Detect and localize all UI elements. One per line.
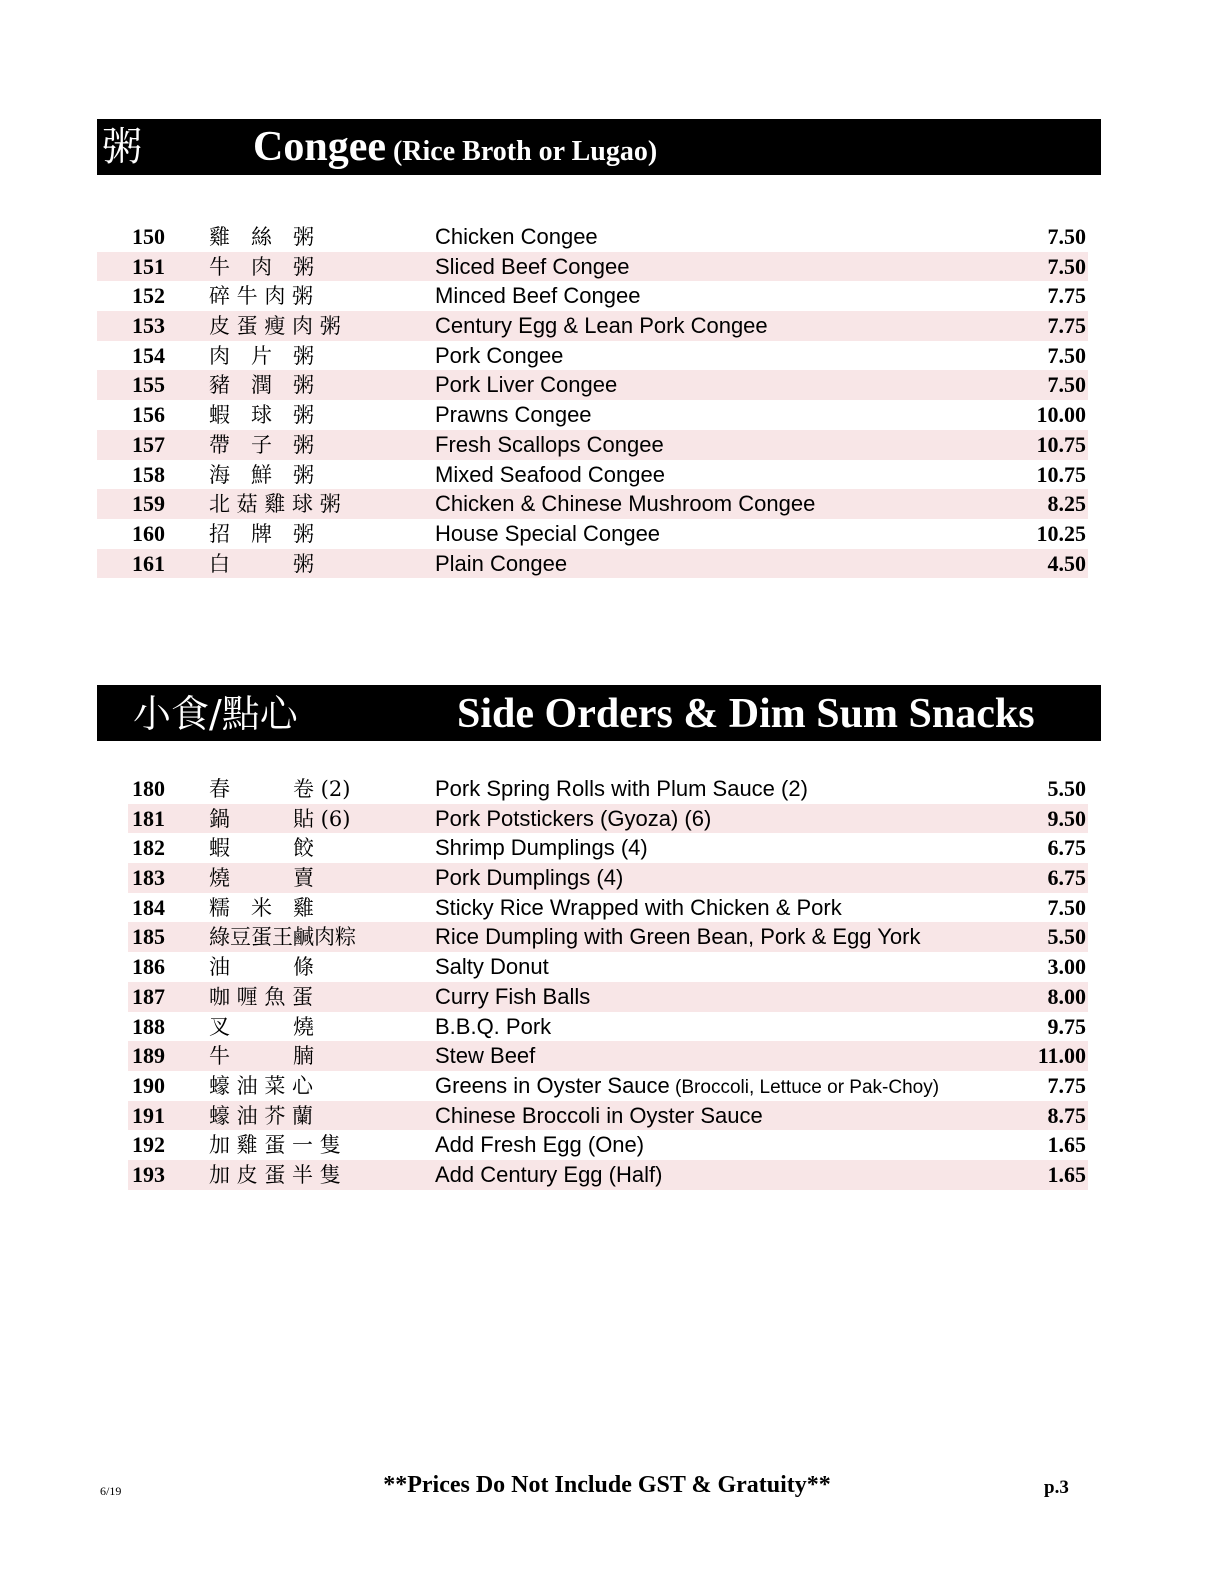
item-number: 160 xyxy=(132,520,165,546)
congee-section-header xyxy=(97,119,1101,175)
item-price: 7.50 xyxy=(1047,342,1086,368)
item-price: 10.25 xyxy=(1036,520,1086,546)
item-name xyxy=(435,1071,939,1103)
item-name-chinese: 海 鮮 粥 xyxy=(209,462,314,487)
item-name xyxy=(435,982,590,1012)
item-number: 157 xyxy=(132,431,165,457)
menu-item xyxy=(128,774,1088,804)
menu-item xyxy=(128,1130,1088,1160)
item-name-english: House Special Congee xyxy=(435,520,661,546)
item-name-english: Fresh Scallops Congee xyxy=(435,431,664,457)
menu-item xyxy=(128,519,1088,549)
menu-item xyxy=(128,804,1088,834)
menu-item xyxy=(128,922,1088,952)
item-number: 183 xyxy=(132,865,165,891)
item-name xyxy=(435,370,617,400)
item-price: 7.50 xyxy=(1047,224,1086,249)
item-name xyxy=(435,922,920,952)
item-name-chinese: 蝦 餃 xyxy=(209,836,314,861)
menu-item xyxy=(128,863,1088,893)
menu-item xyxy=(128,893,1088,923)
item-number: 181 xyxy=(132,805,165,831)
item-number: 159 xyxy=(132,491,165,517)
item-price: 7.75 xyxy=(1047,313,1086,339)
item-name-chinese: 牛 肉 粥 xyxy=(209,254,314,279)
menu-item xyxy=(128,952,1088,982)
item-name xyxy=(435,460,665,490)
item-name-chinese: 招 牌 粥 xyxy=(209,521,314,546)
item-name-english: Chicken & Chinese Mushroom Congee xyxy=(435,491,816,517)
item-price: 4.50 xyxy=(1047,550,1086,576)
item-name-chinese: 碎 牛 肉 粥 xyxy=(209,284,314,309)
item-name xyxy=(435,1130,644,1160)
item-number: 193 xyxy=(132,1161,165,1187)
snacks-section-header xyxy=(97,685,1101,741)
item-price: 1.65 xyxy=(1047,1132,1086,1158)
item-price: 6.75 xyxy=(1047,865,1086,891)
item-number: 152 xyxy=(132,283,165,309)
item-name-english: B.B.Q. Pork xyxy=(435,1013,552,1039)
item-name-english: Chinese Broccoli in Oyster Sauce xyxy=(435,1102,763,1128)
item-price: 6.75 xyxy=(1047,835,1086,861)
item-name-english: Sliced Beef Congee xyxy=(435,253,630,279)
item-number: 155 xyxy=(132,372,165,398)
item-name xyxy=(435,281,640,311)
item-price: 7.75 xyxy=(1047,283,1086,309)
item-price: 7.75 xyxy=(1047,1072,1086,1098)
item-price: 10.75 xyxy=(1036,461,1086,487)
item-price: 5.50 xyxy=(1047,776,1086,801)
item-name-chinese: 燒 賣 xyxy=(209,866,314,891)
snacks-menu-list xyxy=(128,774,1088,1190)
snacks-title-chinese: 小食/點心 xyxy=(133,692,298,736)
item-name-chinese: 肉 片 粥 xyxy=(209,343,314,368)
item-number: 150 xyxy=(132,224,165,249)
snacks-title: Side Orders & Dim Sum Snacks xyxy=(457,691,1035,737)
item-price: 8.00 xyxy=(1047,983,1086,1009)
item-name-english: Plain Congee xyxy=(435,550,568,576)
item-name-english: Curry Fish Balls xyxy=(435,983,591,1009)
item-price: 5.50 xyxy=(1047,924,1086,950)
item-name-english: Add Fresh Egg (One) xyxy=(435,1132,645,1158)
item-price: 7.50 xyxy=(1047,253,1086,279)
item-number: 158 xyxy=(132,461,165,487)
item-note: (Broccoli, Lettuce or Pak-Choy) xyxy=(669,1076,940,1098)
footer-date: 6/19 xyxy=(100,1484,122,1498)
item-price: 8.75 xyxy=(1047,1102,1086,1128)
congee-title xyxy=(253,123,657,176)
menu-item xyxy=(97,430,1088,460)
item-price: 8.25 xyxy=(1047,491,1086,517)
footer-page-number: p.3 xyxy=(1044,1477,1069,1498)
item-name-chinese: 加 雞 蛋 一 隻 xyxy=(209,1133,341,1158)
item-number: 185 xyxy=(132,924,165,950)
item-number: 184 xyxy=(132,894,165,920)
menu-item xyxy=(128,1160,1088,1190)
item-number: 151 xyxy=(132,253,165,279)
item-name-english: Pork Congee xyxy=(435,342,564,368)
item-name xyxy=(435,341,563,371)
item-name-chinese: 油 條 xyxy=(209,955,314,980)
item-name-chinese: 豬 潤 粥 xyxy=(209,373,314,398)
item-name-english: Century Egg & Lean Pork Congee xyxy=(435,313,768,339)
item-price: 9.50 xyxy=(1047,805,1086,831)
item-number: 187 xyxy=(132,983,165,1009)
item-name-chinese: 皮 蛋 瘦 肉 粥 xyxy=(209,314,341,339)
item-number: 189 xyxy=(132,1043,165,1069)
item-name-chinese: 白 粥 xyxy=(209,551,314,576)
item-name-chinese: 叉 燒 xyxy=(209,1014,314,1039)
item-name-english: Rice Dumpling with Green Bean, Pork & Egg York xyxy=(435,924,921,950)
item-price: 7.50 xyxy=(1047,372,1086,398)
item-name-english: Pork Liver Congee xyxy=(435,372,618,398)
item-name xyxy=(435,549,567,579)
item-name xyxy=(435,1101,763,1131)
item-price: 7.50 xyxy=(1047,894,1086,920)
menu-item xyxy=(128,460,1088,490)
item-number: 180 xyxy=(132,776,165,801)
menu-item xyxy=(128,222,1088,252)
item-name xyxy=(435,222,598,252)
item-name xyxy=(435,519,660,549)
item-number: 154 xyxy=(132,342,165,368)
item-name-chinese: 牛 腩 xyxy=(209,1044,314,1069)
item-name-english: Greens in Oyster Sauce xyxy=(435,1072,670,1098)
item-name-english: Prawns Congee xyxy=(435,402,592,428)
item-name xyxy=(435,863,623,893)
item-name xyxy=(435,1160,662,1190)
item-number: 188 xyxy=(132,1013,165,1039)
item-name xyxy=(435,1012,551,1042)
item-number: 156 xyxy=(132,402,165,428)
item-name-chinese: 糯 米 雞 xyxy=(209,895,314,920)
item-number: 190 xyxy=(132,1072,165,1098)
item-name-chinese: 咖 喱 魚 蛋 xyxy=(209,984,314,1009)
item-name-english: Add Century Egg (Half) xyxy=(435,1161,663,1187)
item-number: 153 xyxy=(132,313,165,339)
footer-price-note: **Prices Do Not Include GST & Gratuity** xyxy=(383,1472,831,1498)
item-name-chinese: 春 卷 (2) xyxy=(209,777,351,801)
item-name-english: Sticky Rice Wrapped with Chicken & Pork xyxy=(435,894,842,920)
item-number: 161 xyxy=(132,550,165,576)
item-name xyxy=(435,774,808,804)
item-name-chinese: 蠔 油 菜 心 xyxy=(209,1073,314,1098)
item-name-english: Minced Beef Congee xyxy=(435,283,641,309)
item-name-chinese: 北 菇 雞 球 粥 xyxy=(209,492,341,517)
item-name xyxy=(435,489,815,519)
congee-title-chinese: 粥 xyxy=(102,124,142,170)
item-price: 11.00 xyxy=(1037,1043,1086,1069)
item-name xyxy=(435,1041,535,1071)
item-name-english: Stew Beef xyxy=(435,1043,536,1069)
item-price: 10.00 xyxy=(1036,402,1086,428)
menu-item xyxy=(97,252,1088,282)
item-name-chinese: 帶 子 粥 xyxy=(209,432,314,457)
item-number: 191 xyxy=(132,1102,165,1128)
item-name-chinese: 綠豆蛋王鹹肉粽 xyxy=(209,925,356,950)
item-name xyxy=(435,833,648,863)
item-name xyxy=(435,311,768,341)
item-name-chinese: 加 皮 蛋 半 隻 xyxy=(209,1162,341,1187)
menu-item xyxy=(128,1012,1088,1042)
item-name-english: Shrimp Dumplings (4) xyxy=(435,835,648,861)
congee-title-main: Congee xyxy=(253,124,386,170)
congee-title-subtitle: (Rice Broth or Lugao) xyxy=(385,136,658,167)
item-name xyxy=(435,893,842,923)
item-name-english: Chicken Congee xyxy=(435,224,598,249)
congee-menu-list xyxy=(128,222,1088,578)
item-name-english: Pork Potstickers (Gyoza) (6) xyxy=(435,805,712,831)
menu-item xyxy=(128,982,1088,1012)
menu-item xyxy=(128,833,1088,863)
item-name xyxy=(435,804,711,834)
item-price: 10.75 xyxy=(1036,431,1086,457)
menu-item xyxy=(128,341,1088,371)
menu-item xyxy=(97,311,1088,341)
menu-item xyxy=(97,370,1088,400)
menu-item xyxy=(128,1041,1088,1071)
item-name-chinese: 蝦 球 粥 xyxy=(209,403,314,428)
item-name-english: Mixed Seafood Congee xyxy=(435,461,665,487)
item-name-english: Pork Spring Rolls with Plum Sauce (2) xyxy=(435,776,808,801)
item-number: 182 xyxy=(132,835,165,861)
menu-item xyxy=(97,549,1088,579)
item-name-english: Salty Donut xyxy=(435,954,549,980)
menu-item xyxy=(128,281,1088,311)
menu-item xyxy=(97,489,1088,519)
item-name xyxy=(435,252,629,282)
menu-item xyxy=(128,400,1088,430)
item-price: 1.65 xyxy=(1047,1161,1086,1187)
item-number: 192 xyxy=(132,1132,165,1158)
item-name-chinese: 雞 絲 粥 xyxy=(209,225,314,249)
item-name xyxy=(435,430,664,460)
item-name xyxy=(435,952,549,982)
item-price: 3.00 xyxy=(1047,954,1086,980)
item-number: 186 xyxy=(132,954,165,980)
item-name-chinese: 蠔 油 芥 蘭 xyxy=(209,1103,314,1128)
menu-item xyxy=(128,1071,1088,1101)
item-price: 9.75 xyxy=(1047,1013,1086,1039)
item-name-english: Pork Dumplings (4) xyxy=(435,865,624,891)
item-name xyxy=(435,400,592,430)
menu-item xyxy=(128,1101,1088,1131)
item-name-chinese: 鍋 貼 (6) xyxy=(209,806,351,831)
